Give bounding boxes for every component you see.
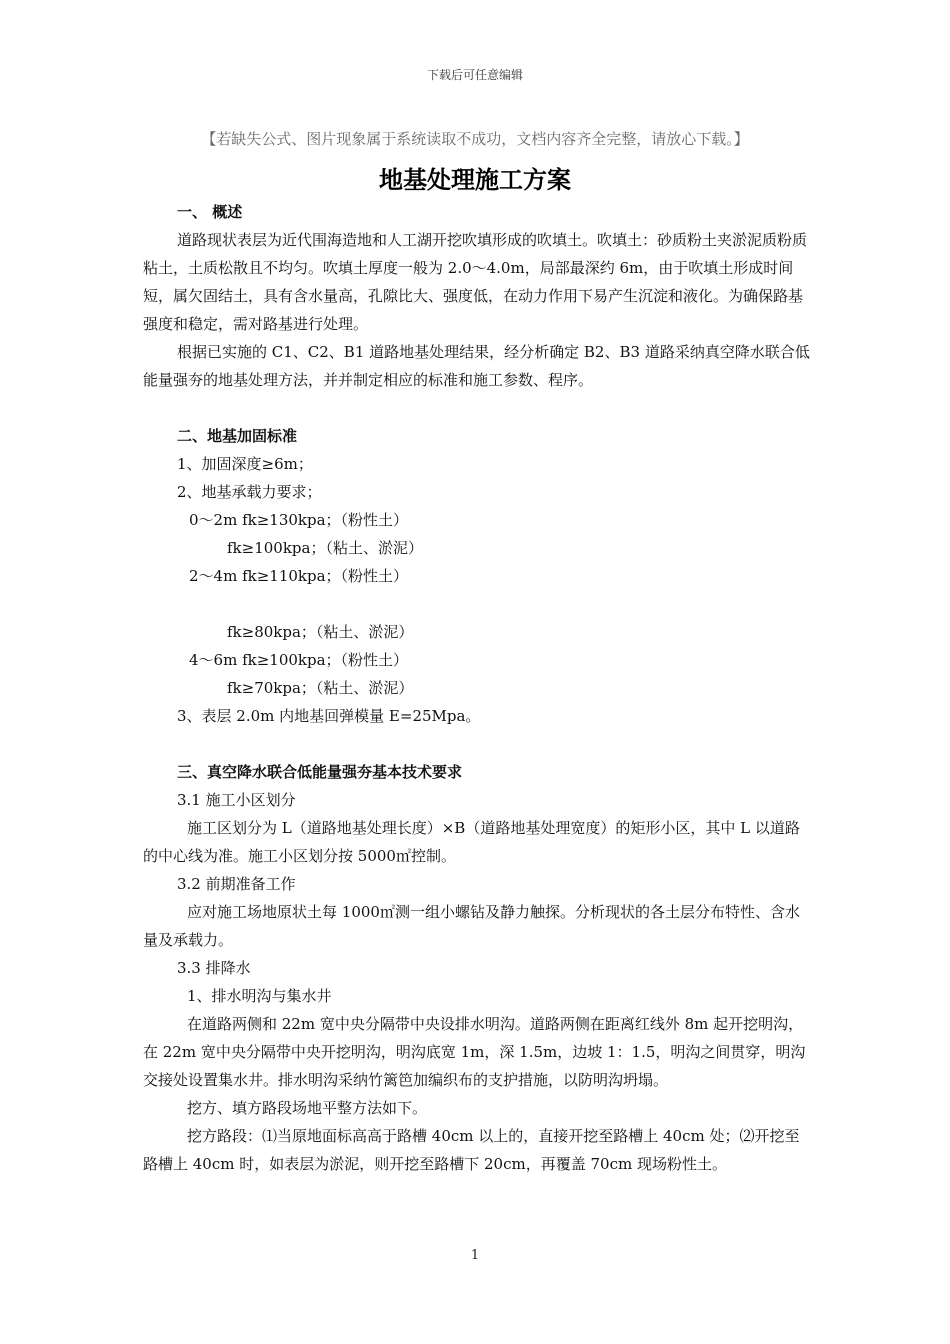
spacer	[143, 730, 813, 758]
paragraph: 施工区划分为 L（道路地基处理长度）×B（道路地基处理宽度）的矩形小区，其中 L 以道路的中心线为准。施工小区划分按 5000㎡控制。	[143, 819, 800, 865]
list-item: 1、加固深度≥6m；	[177, 455, 313, 473]
list-item: 2、地基承载力要求；	[177, 483, 322, 501]
subsection-heading: 3.3 排降水	[177, 959, 251, 977]
paragraph: 在道路两侧和 22m 宽中央分隔带中央设排水明沟。道路两侧在距离红线外 8m 起开挖明沟，在 22m 宽中央分隔带中央开挖明沟，明沟底宽 1m，深 1.5m，边坡 1：1.5，明沟之间贯穿，明沟交接处设置集水井。排水明沟采纳竹篱笆加编织布的支护措施，以防明沟坍塌。	[143, 1015, 806, 1089]
page-number: 1	[470, 1248, 480, 1263]
paragraph: 挖方、填方路段场地平整方法如下。	[187, 1099, 428, 1117]
requirement-line: fk≥100kpa；（粘土、淤泥）	[227, 539, 423, 557]
list-item: 1、排水明沟与集水井	[187, 987, 332, 1005]
header-note: 下载后可任意编辑	[426, 68, 523, 82]
list-item: 3、表层 2.0m 内地基回弹模量 E=25Mpa。	[177, 707, 481, 725]
requirement-line: 2～4m fk≥110kpa；（粉性土）	[189, 567, 409, 585]
requirement-line: fk≥70kpa；（粘土、淤泥）	[227, 679, 414, 697]
document-title: 地基处理施工方案	[379, 165, 571, 194]
paragraph: 挖方路段：⑴当原地面标高高于路槽 40cm 以上的，直接开挖至路槽上 40cm 处；⑵开挖至路槽上 40cm 时，如表层为淤泥，则开挖至路槽下 20cm，再覆盖 70cm 现场粉性土。	[143, 1127, 800, 1173]
spacer	[143, 590, 813, 618]
subsection-heading: 3.1 施工小区划分	[177, 791, 296, 809]
section-heading-overview: 一、 概述	[177, 203, 243, 221]
requirement-line: fk≥80kpa；（粘土、淤泥）	[227, 623, 414, 641]
section-heading-standards: 二、地基加固标准	[177, 427, 298, 445]
requirement-line: 4～6m fk≥100kpa；（粉性土）	[189, 651, 409, 669]
paragraph: 根据已实施的 C1、C2、B1 道路地基处理结果，经分析确定 B2、B3 道路采纳真空降水联合低能量强夯的地基处理方法，并并制定相应的标准和施工参数、程序。	[143, 343, 810, 389]
subsection-heading: 3.2 前期准备工作	[177, 875, 296, 893]
section-heading-technical: 三、真空降水联合低能量强夯基本技术要求	[177, 763, 463, 781]
paragraph: 道路现状表层为近代围海造地和人工湖开挖吹填形成的吹填土。吹填土：砂质粉土夹淤泥质粉质粘土，土质松散且不均匀。吹填土厚度一般为 2.0～4.0m，局部最深约 6m，由于吹填土形成时间短，属欠固结土，具有含水量高，孔隙比大、强度低，在动力作用下易产生沉淀和液化。为确保路基强度和稳定，需对路基进行处理。	[143, 231, 808, 333]
document-body	[143, 198, 813, 1178]
spacer	[143, 394, 813, 422]
download-notice: 【若缺失公式、图片现象属于系统读取不成功，文档内容齐全完整，请放心下载。】	[201, 130, 749, 148]
requirement-line: 0～2m fk≥130kpa；（粉性土）	[189, 511, 409, 529]
paragraph: 应对施工场地原状土每 1000㎡测一组小螺钻及静力触探。分析现状的各土层分布特性、含水量及承载力。	[143, 903, 800, 949]
